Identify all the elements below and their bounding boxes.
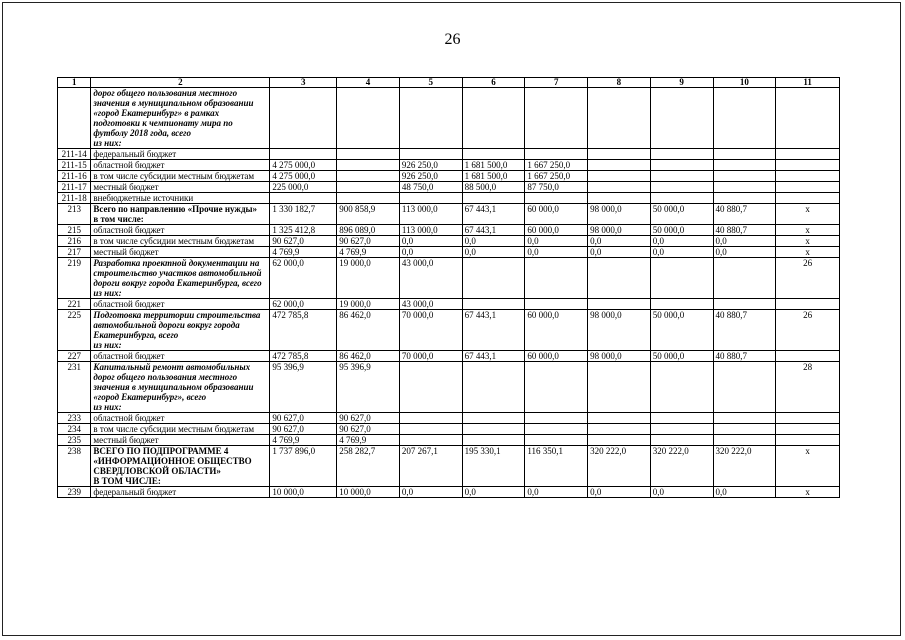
row-label: Подготовка территории строительства автомобильной дороги вокруг города Екатеринбурга, всего из них: xyxy=(91,310,270,351)
amount-cell: 60 000,0 xyxy=(525,351,588,362)
column-header: 6 xyxy=(462,78,525,88)
row-number: 211-16 xyxy=(58,171,91,182)
amount-cell: 50 000,0 xyxy=(650,310,713,351)
amount-cell: 43 000,0 xyxy=(399,299,462,310)
amount-cell: 70 000,0 xyxy=(399,351,462,362)
amount-cell xyxy=(462,413,525,424)
amount-cell xyxy=(462,435,525,446)
amount-cell: 90 627,0 xyxy=(270,413,337,424)
row-label: Разработка проектной документации на строительство участков автомобильной дороги вокруг города Екатеринбурга, всего из них: xyxy=(91,258,270,299)
row-label: в том числе субсидии местным бюджетам xyxy=(91,236,270,247)
table-row xyxy=(58,193,840,204)
row-number: 211-15 xyxy=(58,160,91,171)
row-number: 215 xyxy=(58,225,91,236)
column-header: 9 xyxy=(650,78,713,88)
amount-cell xyxy=(337,193,400,204)
amount-cell xyxy=(650,424,713,435)
amount-cell xyxy=(713,149,776,160)
row-label: внебюджетные источники xyxy=(91,193,270,204)
amount-cell: 60 000,0 xyxy=(525,204,588,225)
amount-cell xyxy=(525,88,588,149)
row-label: ВСЕГО ПО ПОДПРОГРАММЕ 4 «ИНФОРМАЦИОННОЕ ОБЩЕСТВО СВЕРДЛОВСКОЙ ОБЛАСТИ» В ТОМ ЧИСЛЕ: xyxy=(91,446,270,487)
amount-cell xyxy=(462,424,525,435)
amount-cell: 4 275 000,0 xyxy=(270,171,337,182)
row-number: 219 xyxy=(58,258,91,299)
table-row xyxy=(58,171,840,182)
amount-cell xyxy=(399,88,462,149)
amount-cell: 4 769,9 xyxy=(337,435,400,446)
amount-cell: 62 000,0 xyxy=(270,299,337,310)
amount-cell: 926 250,0 xyxy=(399,171,462,182)
row-label: областной бюджет xyxy=(91,351,270,362)
amount-cell: 0,0 xyxy=(713,236,776,247)
amount-cell xyxy=(588,435,651,446)
amount-cell: 50 000,0 xyxy=(650,204,713,225)
row-label: областной бюджет xyxy=(91,413,270,424)
amount-cell xyxy=(462,299,525,310)
budget-table xyxy=(57,77,840,498)
row-reference-cell xyxy=(776,171,840,182)
amount-cell xyxy=(399,193,462,204)
table-row xyxy=(58,413,840,424)
amount-cell: 19 000,0 xyxy=(337,299,400,310)
amount-cell xyxy=(337,88,400,149)
amount-cell: 195 330,1 xyxy=(462,446,525,487)
table-row xyxy=(58,435,840,446)
amount-cell xyxy=(713,171,776,182)
amount-cell: 19 000,0 xyxy=(337,258,400,299)
row-reference-cell xyxy=(776,193,840,204)
amount-cell: 40 880,7 xyxy=(713,310,776,351)
row-reference-cell xyxy=(776,88,840,149)
row-reference-cell: x xyxy=(776,225,840,236)
column-header: 3 xyxy=(270,78,337,88)
amount-cell xyxy=(525,424,588,435)
table-row xyxy=(58,88,840,149)
amount-cell xyxy=(650,299,713,310)
row-reference-cell xyxy=(776,351,840,362)
amount-cell: 0,0 xyxy=(588,236,651,247)
amount-cell: 0,0 xyxy=(462,236,525,247)
amount-cell: 98 000,0 xyxy=(588,351,651,362)
amount-cell xyxy=(650,435,713,446)
amount-cell: 62 000,0 xyxy=(270,258,337,299)
amount-cell: 98 000,0 xyxy=(588,310,651,351)
row-number: 213 xyxy=(58,204,91,225)
amount-cell: 258 282,7 xyxy=(337,446,400,487)
amount-cell: 40 880,7 xyxy=(713,351,776,362)
column-header: 7 xyxy=(525,78,588,88)
row-label: федеральный бюджет xyxy=(91,149,270,160)
amount-cell xyxy=(337,171,400,182)
amount-cell xyxy=(713,258,776,299)
row-reference-cell: 28 xyxy=(776,362,840,413)
column-header: 1 xyxy=(58,78,91,88)
amount-cell xyxy=(270,149,337,160)
amount-cell: 1 681 500,0 xyxy=(462,160,525,171)
row-number: 233 xyxy=(58,413,91,424)
amount-cell xyxy=(462,193,525,204)
amount-cell: 50 000,0 xyxy=(650,351,713,362)
amount-cell xyxy=(713,160,776,171)
amount-cell xyxy=(399,413,462,424)
table-row xyxy=(58,362,840,413)
row-number: 239 xyxy=(58,487,91,498)
amount-cell: 50 000,0 xyxy=(650,225,713,236)
row-label: в том числе субсидии местным бюджетам xyxy=(91,424,270,435)
amount-cell xyxy=(650,258,713,299)
amount-cell xyxy=(713,299,776,310)
amount-cell: 900 858,9 xyxy=(337,204,400,225)
amount-cell: 67 443,1 xyxy=(462,310,525,351)
amount-cell xyxy=(650,182,713,193)
amount-cell: 1 325 412,8 xyxy=(270,225,337,236)
row-number: 235 xyxy=(58,435,91,446)
row-reference-cell: x xyxy=(776,236,840,247)
amount-cell xyxy=(525,299,588,310)
amount-cell: 0,0 xyxy=(525,236,588,247)
amount-cell: 70 000,0 xyxy=(399,310,462,351)
amount-cell: 4 769,9 xyxy=(270,247,337,258)
amount-cell: 0,0 xyxy=(399,247,462,258)
amount-cell: 90 627,0 xyxy=(337,236,400,247)
table-row xyxy=(58,182,840,193)
amount-cell: 40 880,7 xyxy=(713,225,776,236)
row-label: местный бюджет xyxy=(91,182,270,193)
row-number: 234 xyxy=(58,424,91,435)
amount-cell: 207 267,1 xyxy=(399,446,462,487)
row-label: областной бюджет xyxy=(91,299,270,310)
row-reference-cell xyxy=(776,182,840,193)
amount-cell: 98 000,0 xyxy=(588,225,651,236)
amount-cell: 320 222,0 xyxy=(713,446,776,487)
amount-cell: 0,0 xyxy=(650,487,713,498)
column-header: 2 xyxy=(91,78,270,88)
amount-cell xyxy=(713,424,776,435)
row-number: 221 xyxy=(58,299,91,310)
table-row xyxy=(58,236,840,247)
row-reference-cell xyxy=(776,299,840,310)
row-reference-cell: 26 xyxy=(776,258,840,299)
amount-cell xyxy=(525,435,588,446)
row-reference-cell xyxy=(776,424,840,435)
amount-cell xyxy=(650,362,713,413)
amount-cell: 0,0 xyxy=(462,247,525,258)
amount-cell xyxy=(713,435,776,446)
row-reference-cell: x xyxy=(776,446,840,487)
row-label: дорог общего пользования местного значения в муниципальном образовании «город Екатеринбург» в рамках подготовки к чемпионату мира по футболу 2018 года, всего из них: xyxy=(91,88,270,149)
row-label: местный бюджет xyxy=(91,435,270,446)
row-label: в том числе субсидии местным бюджетам xyxy=(91,171,270,182)
amount-cell xyxy=(588,258,651,299)
amount-cell xyxy=(462,362,525,413)
amount-cell xyxy=(713,362,776,413)
table-row xyxy=(58,149,840,160)
table-row xyxy=(58,351,840,362)
amount-cell xyxy=(713,182,776,193)
amount-cell: 95 396,9 xyxy=(337,362,400,413)
amount-cell: 60 000,0 xyxy=(525,310,588,351)
amount-cell: 95 396,9 xyxy=(270,362,337,413)
row-reference-cell xyxy=(776,413,840,424)
amount-cell xyxy=(399,435,462,446)
column-header: 4 xyxy=(337,78,400,88)
amount-cell: 67 443,1 xyxy=(462,225,525,236)
amount-cell: 113 000,0 xyxy=(399,225,462,236)
amount-cell: 40 880,7 xyxy=(713,204,776,225)
row-number: 231 xyxy=(58,362,91,413)
row-reference-cell: x xyxy=(776,487,840,498)
amount-cell xyxy=(588,413,651,424)
amount-cell: 320 222,0 xyxy=(650,446,713,487)
row-number: 238 xyxy=(58,446,91,487)
amount-cell: 90 627,0 xyxy=(337,424,400,435)
table-row xyxy=(58,446,840,487)
amount-cell xyxy=(713,193,776,204)
amount-cell: 86 462,0 xyxy=(337,310,400,351)
amount-cell xyxy=(650,171,713,182)
amount-cell: 0,0 xyxy=(650,247,713,258)
amount-cell xyxy=(588,362,651,413)
amount-cell: 926 250,0 xyxy=(399,160,462,171)
column-header: 11 xyxy=(776,78,840,88)
amount-cell: 896 089,0 xyxy=(337,225,400,236)
row-number: 211-17 xyxy=(58,182,91,193)
row-number: 211-18 xyxy=(58,193,91,204)
row-number: 227 xyxy=(58,351,91,362)
amount-cell: 90 627,0 xyxy=(270,236,337,247)
amount-cell xyxy=(588,149,651,160)
row-label: Капитальный ремонт автомобильных дорог общего пользования местного значения в муниципальном образовании «город Екатеринбург», всего из них: xyxy=(91,362,270,413)
table-row xyxy=(58,247,840,258)
amount-cell xyxy=(525,413,588,424)
table-row xyxy=(58,160,840,171)
amount-cell: 320 222,0 xyxy=(588,446,651,487)
amount-cell: 225 000,0 xyxy=(270,182,337,193)
column-header: 8 xyxy=(588,78,651,88)
amount-cell: 90 627,0 xyxy=(337,413,400,424)
amount-cell xyxy=(337,149,400,160)
amount-cell xyxy=(588,160,651,171)
amount-cell: 67 443,1 xyxy=(462,351,525,362)
amount-cell xyxy=(462,149,525,160)
amount-cell xyxy=(713,413,776,424)
row-reference-cell xyxy=(776,160,840,171)
amount-cell xyxy=(270,88,337,149)
amount-cell xyxy=(399,149,462,160)
amount-cell xyxy=(399,362,462,413)
table-row xyxy=(58,310,840,351)
row-label: областной бюджет xyxy=(91,225,270,236)
row-number: 225 xyxy=(58,310,91,351)
amount-cell xyxy=(270,193,337,204)
table-row xyxy=(58,204,840,225)
amount-cell: 86 462,0 xyxy=(337,351,400,362)
amount-cell xyxy=(462,88,525,149)
table-row xyxy=(58,225,840,236)
amount-cell: 116 350,1 xyxy=(525,446,588,487)
row-reference-cell xyxy=(776,435,840,446)
amount-cell xyxy=(525,258,588,299)
amount-cell: 0,0 xyxy=(713,487,776,498)
amount-cell xyxy=(588,171,651,182)
amount-cell: 1 737 896,0 xyxy=(270,446,337,487)
row-number: 216 xyxy=(58,236,91,247)
table-row xyxy=(58,424,840,435)
amount-cell: 1 681 500,0 xyxy=(462,171,525,182)
amount-cell: 0,0 xyxy=(462,487,525,498)
amount-cell: 4 769,9 xyxy=(270,435,337,446)
amount-cell: 0,0 xyxy=(399,236,462,247)
amount-cell xyxy=(462,258,525,299)
amount-cell xyxy=(588,182,651,193)
amount-cell xyxy=(588,424,651,435)
amount-cell: 10 000,0 xyxy=(337,487,400,498)
amount-cell: 0,0 xyxy=(525,487,588,498)
amount-cell xyxy=(650,413,713,424)
row-number: 211-14 xyxy=(58,149,91,160)
amount-cell: 472 785,8 xyxy=(270,310,337,351)
amount-cell xyxy=(525,193,588,204)
amount-cell xyxy=(713,88,776,149)
amount-cell: 67 443,1 xyxy=(462,204,525,225)
amount-cell: 4 275 000,0 xyxy=(270,160,337,171)
amount-cell: 0,0 xyxy=(650,236,713,247)
row-number xyxy=(58,88,91,149)
amount-cell: 1 330 182,7 xyxy=(270,204,337,225)
amount-cell xyxy=(650,193,713,204)
amount-cell: 0,0 xyxy=(399,487,462,498)
amount-cell: 0,0 xyxy=(588,487,651,498)
row-reference-cell: 26 xyxy=(776,310,840,351)
amount-cell: 0,0 xyxy=(588,247,651,258)
table-row xyxy=(58,258,840,299)
amount-cell xyxy=(525,362,588,413)
row-reference-cell: x xyxy=(776,204,840,225)
amount-cell xyxy=(337,160,400,171)
header-row xyxy=(58,78,840,88)
amount-cell xyxy=(650,88,713,149)
amount-cell: 87 750,0 xyxy=(525,182,588,193)
row-label: Всего по направлению «Прочие нужды» в том числе: xyxy=(91,204,270,225)
row-reference-cell xyxy=(776,149,840,160)
amount-cell xyxy=(650,160,713,171)
amount-cell: 0,0 xyxy=(525,247,588,258)
column-header: 5 xyxy=(399,78,462,88)
amount-cell: 472 785,8 xyxy=(270,351,337,362)
amount-cell: 88 500,0 xyxy=(462,182,525,193)
row-label: местный бюджет xyxy=(91,247,270,258)
amount-cell: 113 000,0 xyxy=(399,204,462,225)
row-reference-cell: x xyxy=(776,247,840,258)
row-label: областной бюджет xyxy=(91,160,270,171)
amount-cell xyxy=(588,88,651,149)
amount-cell: 90 627,0 xyxy=(270,424,337,435)
row-number: 217 xyxy=(58,247,91,258)
amount-cell: 4 769,9 xyxy=(337,247,400,258)
row-label: федеральный бюджет xyxy=(91,487,270,498)
table-row xyxy=(58,487,840,498)
column-header: 10 xyxy=(713,78,776,88)
amount-cell xyxy=(337,182,400,193)
amount-cell: 60 000,0 xyxy=(525,225,588,236)
table-row xyxy=(58,299,840,310)
amount-cell: 1 667 250,0 xyxy=(525,160,588,171)
table-body xyxy=(58,88,840,498)
amount-cell xyxy=(588,299,651,310)
amount-cell: 48 750,0 xyxy=(399,182,462,193)
amount-cell xyxy=(588,193,651,204)
amount-cell: 1 667 250,0 xyxy=(525,171,588,182)
amount-cell: 98 000,0 xyxy=(588,204,651,225)
amount-cell xyxy=(650,149,713,160)
amount-cell xyxy=(399,424,462,435)
amount-cell: 0,0 xyxy=(713,247,776,258)
page-number: 26 xyxy=(444,31,461,48)
amount-cell xyxy=(525,149,588,160)
amount-cell: 10 000,0 xyxy=(270,487,337,498)
amount-cell: 43 000,0 xyxy=(399,258,462,299)
